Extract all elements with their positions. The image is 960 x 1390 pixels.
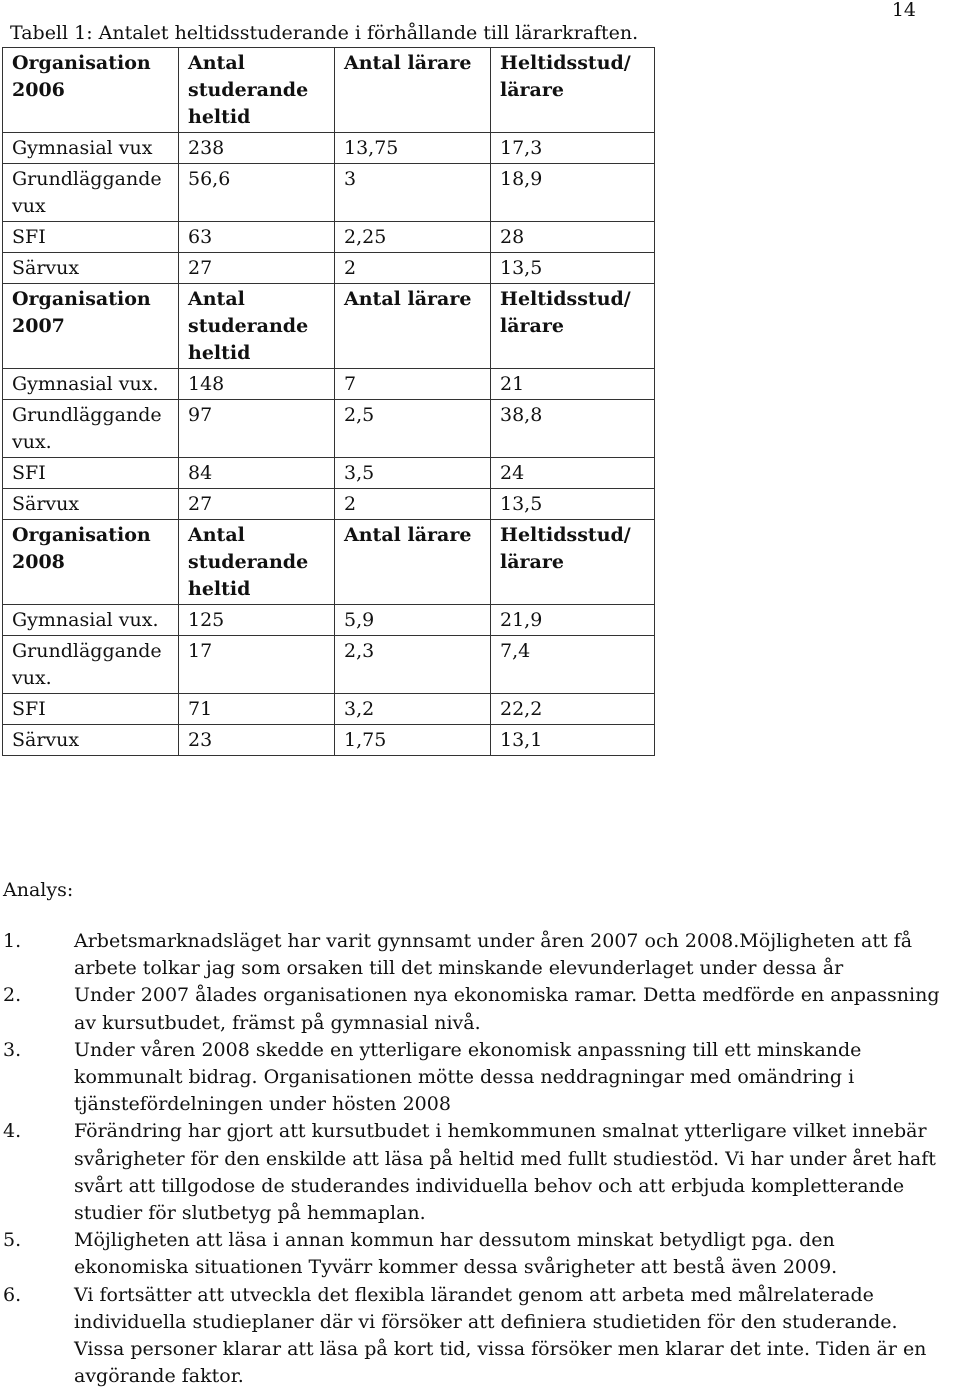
table-cell: Gymnasial vux. — [3, 605, 179, 636]
table-row — [3, 636, 655, 694]
table-cell: SFI — [3, 222, 179, 253]
table-caption: Tabell 1: Antalet heltidsstuderande i förhållande till lärarkraften. — [10, 22, 639, 44]
table-cell: 23 — [179, 725, 335, 756]
list-item-text: Under 2007 ålades organisationen nya ekonomiska ramar. Detta medförde en anpassning av kursutbudet, främst på gymnasial nivå. — [74, 984, 940, 1034]
page-number: 14 — [891, 0, 916, 21]
list-item-number: 3. — [3, 1038, 22, 1061]
table-header-cell: Organisation 2007 — [3, 284, 179, 369]
table-cell: Gymnasial vux — [3, 133, 179, 164]
table-row — [3, 694, 655, 725]
list-item — [3, 928, 953, 982]
table-header-row — [3, 284, 655, 369]
table-cell: 13,5 — [491, 489, 655, 520]
table-row — [3, 164, 655, 222]
table-cell: 2 — [335, 253, 491, 284]
list-item-text: Arbetsmarknadsläget har varit gynnsamt under åren 2007 och 2008.Möjligheten att få arbete tolkar jag som orsaken till det minskande elevunderlaget under dessa år — [74, 930, 913, 980]
staffing-table — [2, 47, 655, 756]
staffing-table-body — [3, 48, 655, 756]
table-cell: 2,25 — [335, 222, 491, 253]
table-cell: 13,75 — [335, 133, 491, 164]
table-cell: 56,6 — [179, 164, 335, 222]
table-cell: 2,5 — [335, 400, 491, 458]
table-cell: 28 — [491, 222, 655, 253]
table-row — [3, 222, 655, 253]
table-header-cell: Antal lärare — [335, 284, 491, 369]
table-cell: Grundläggande vux. — [3, 400, 179, 458]
table-cell: 7 — [335, 369, 491, 400]
table-cell: 125 — [179, 605, 335, 636]
table-cell: 13,1 — [491, 725, 655, 756]
table-cell: 3,5 — [335, 458, 491, 489]
table-cell: 27 — [179, 489, 335, 520]
table-cell: SFI — [3, 694, 179, 725]
table-cell: 22,2 — [491, 694, 655, 725]
list-item-number: 5. — [3, 1229, 22, 1252]
table-header-cell: Organisation 2008 — [3, 520, 179, 605]
table-cell: 2,3 — [335, 636, 491, 694]
table-header-row — [3, 520, 655, 605]
table-header-row — [3, 48, 655, 133]
table-row — [3, 133, 655, 164]
table-row — [3, 725, 655, 756]
table-cell: 17,3 — [491, 133, 655, 164]
table-cell: Särvux — [3, 725, 179, 756]
analysis-heading: Analys: — [3, 879, 74, 901]
list-item — [3, 1037, 953, 1119]
table-cell: 238 — [179, 133, 335, 164]
table-cell: 27 — [179, 253, 335, 284]
table-row — [3, 489, 655, 520]
table-header-cell: Antal lärare — [335, 520, 491, 605]
list-item — [3, 1227, 953, 1281]
table-cell: 38,8 — [491, 400, 655, 458]
table-cell: 3,2 — [335, 694, 491, 725]
list-item-text: Vi fortsätter att utveckla det flexibla lärandet genom att arbeta med målrelaterade individuella studieplaner där vi försöker att definiera studietiden för den studerande. Vissa personer klarar att läsa på kort tid, vissa försöker men klarar det inte. Tiden är en avgörande faktor. — [74, 1283, 927, 1388]
table-cell: 63 — [179, 222, 335, 253]
table-cell: 71 — [179, 694, 335, 725]
table-cell: 1,75 — [335, 725, 491, 756]
list-item-text: Möjligheten att läsa i annan kommun har dessutom minskat betydligt pga. den ekonomiska situationen Tyvärr kommer dessa svårigheter att bestå även 2009. — [74, 1229, 838, 1279]
table-cell: 5,9 — [335, 605, 491, 636]
list-item-text: Under våren 2008 skedde en ytterligare ekonomisk anpassning till ett minskande kommunalt bidrag. Organisationen mötte dessa neddragningar med omändring i tjänstefördelningen under hösten 2008 — [74, 1038, 862, 1116]
table-row — [3, 458, 655, 489]
list-item — [3, 1118, 953, 1227]
list-item — [3, 982, 953, 1036]
table-cell: SFI — [3, 458, 179, 489]
table-header-cell: Heltidsstud/ lärare — [491, 284, 655, 369]
table-cell: Särvux — [3, 253, 179, 284]
table-cell: 2 — [335, 489, 491, 520]
list-item-number: 1. — [3, 930, 22, 952]
table-cell: 84 — [179, 458, 335, 489]
table-row — [3, 253, 655, 284]
analysis-list — [3, 928, 953, 1390]
table-row — [3, 605, 655, 636]
table-cell: 3 — [335, 164, 491, 222]
table-header-cell: Antal studerande heltid — [179, 520, 335, 605]
table-header-cell: Antal studerande heltid — [179, 48, 335, 133]
table-cell: Grundläggande vux — [3, 164, 179, 222]
list-item-number: 2. — [3, 984, 22, 1007]
table-cell: 7,4 — [491, 636, 655, 694]
table-header-cell: Antal lärare — [335, 48, 491, 133]
table-header-cell: Heltidsstud/ lärare — [491, 48, 655, 133]
list-item-number: 6. — [3, 1283, 22, 1306]
table-cell: 17 — [179, 636, 335, 694]
table-cell: 24 — [491, 458, 655, 489]
list-item-number: 4. — [3, 1120, 22, 1143]
list-item — [3, 1282, 953, 1390]
table-row — [3, 369, 655, 400]
table-cell: Grundläggande vux. — [3, 636, 179, 694]
table-cell: 13,5 — [491, 253, 655, 284]
table-header-cell: Heltidsstud/ lärare — [491, 520, 655, 605]
list-item-text: Förändring har gjort att kursutbudet i hemkommunen smalnat ytterligare vilket innebär svårigheter för den enskilde att läsa på heltid med fullt studiestöd. Vi har under året haft svårt att tillgodose de studerandes individuella behov och att erbjuda kompletterande studier för slutbetyg på hemmaplan. — [74, 1120, 936, 1225]
table-row — [3, 400, 655, 458]
table-cell: 21,9 — [491, 605, 655, 636]
table-cell: Särvux — [3, 489, 179, 520]
table-cell: 21 — [491, 369, 655, 400]
table-cell: Gymnasial vux. — [3, 369, 179, 400]
table-cell: 97 — [179, 400, 335, 458]
table-header-cell: Organisation 2006 — [3, 48, 179, 133]
table-cell: 148 — [179, 369, 335, 400]
table-header-cell: Antal studerande heltid — [179, 284, 335, 369]
table-cell: 18,9 — [491, 164, 655, 222]
